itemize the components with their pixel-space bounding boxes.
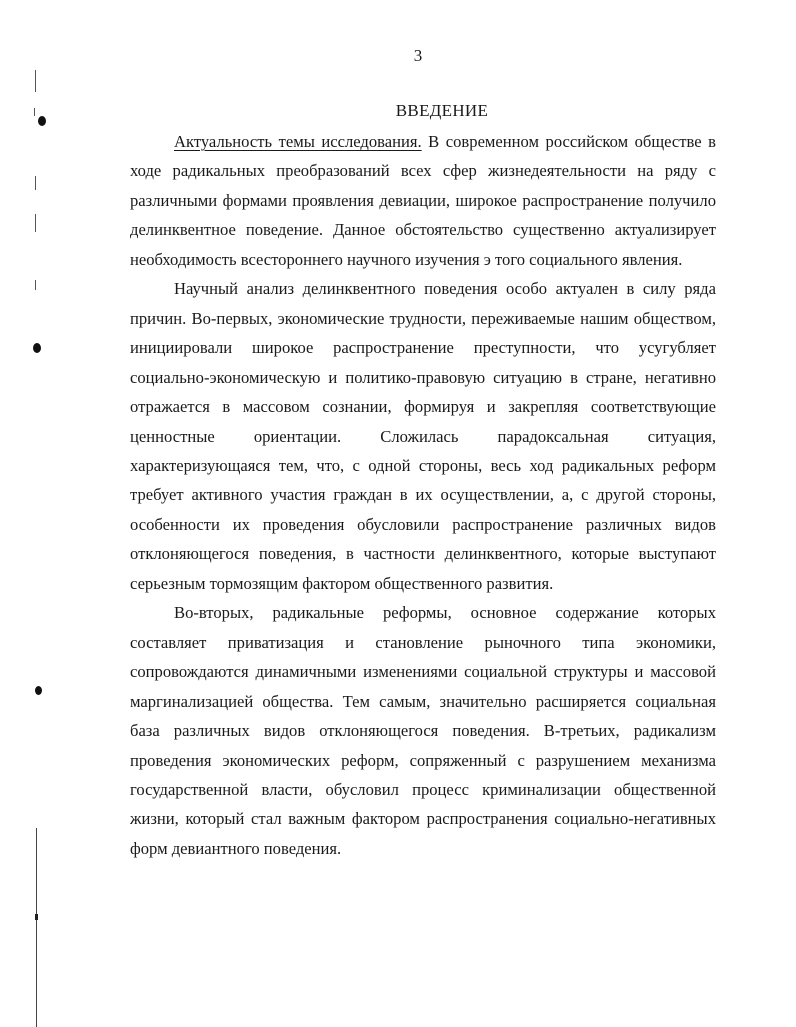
paragraph-1-text: В современном российском обществе в ходе радикальных преобразований всех сфер жизнедеятельности на ряду с различными формами проявления девиации, широкое распространение получило делинквентное поведение. Данное обстоятельство существенно актуализирует необходимость всестороннего научного изучения э того социального явления. — [130, 132, 716, 269]
scan-margin-line — [36, 828, 37, 1027]
scan-margin-speck — [35, 914, 38, 920]
page-number: 3 — [413, 46, 423, 65]
section-heading: ВВЕДЕНИЕ — [395, 101, 489, 120]
topic-relevance-lead: Актуальность темы исследования. — [174, 132, 422, 151]
scan-margin-line — [35, 280, 36, 290]
paragraph-1 — [130, 127, 716, 274]
binder-hole-mark — [33, 343, 41, 353]
paragraph-2: Научный анализ делинквентного поведения особо актуален в силу ряда причин. Во-первых, экономические трудности, переживаемые нашим обществом, инициировали широкое распространение преступности, что усугубляет социально-экономическую и политико-правовую ситуацию в стране, негативно отражается в массовом сознании, формируя и закрепляя соответствующие ценностные ориентации. Сложилась парадоксальная ситуация, характеризующаяся тем, что, с одной стороны, весь ход радикальных реформ требует активного участия граждан в их осуществлении, а, с другой стороны, особенности их проведения обусловили распространение различных видов отклоняющегося поведения, в частности делинквентного, которые выступают серьезным тормозящим фактором общественного развития. — [130, 279, 716, 593]
binder-hole-mark — [35, 686, 42, 695]
scan-margin-line — [35, 70, 36, 92]
scan-margin-line — [35, 176, 36, 190]
scan-margin-line — [35, 214, 36, 232]
body-text — [130, 127, 716, 863]
paragraph-3: Во-вторых, радикальные реформы, основное содержание которых составляет приватизация и становление рыночного типа экономики, сопровождаются динамичными изменениями социальной структуры и массовой маргинализацией общества. Тем самым, значительно расширяется социальная база различных видов отклоняющегося поведения. В-третьих, радикализм проведения экономических реформ, сопряженный с разрушением механизма государственной власти, обусловил процесс криминализации общественной жизни, который стал важным фактором распространения социально-негативных форм девиантного поведения. — [130, 603, 716, 858]
